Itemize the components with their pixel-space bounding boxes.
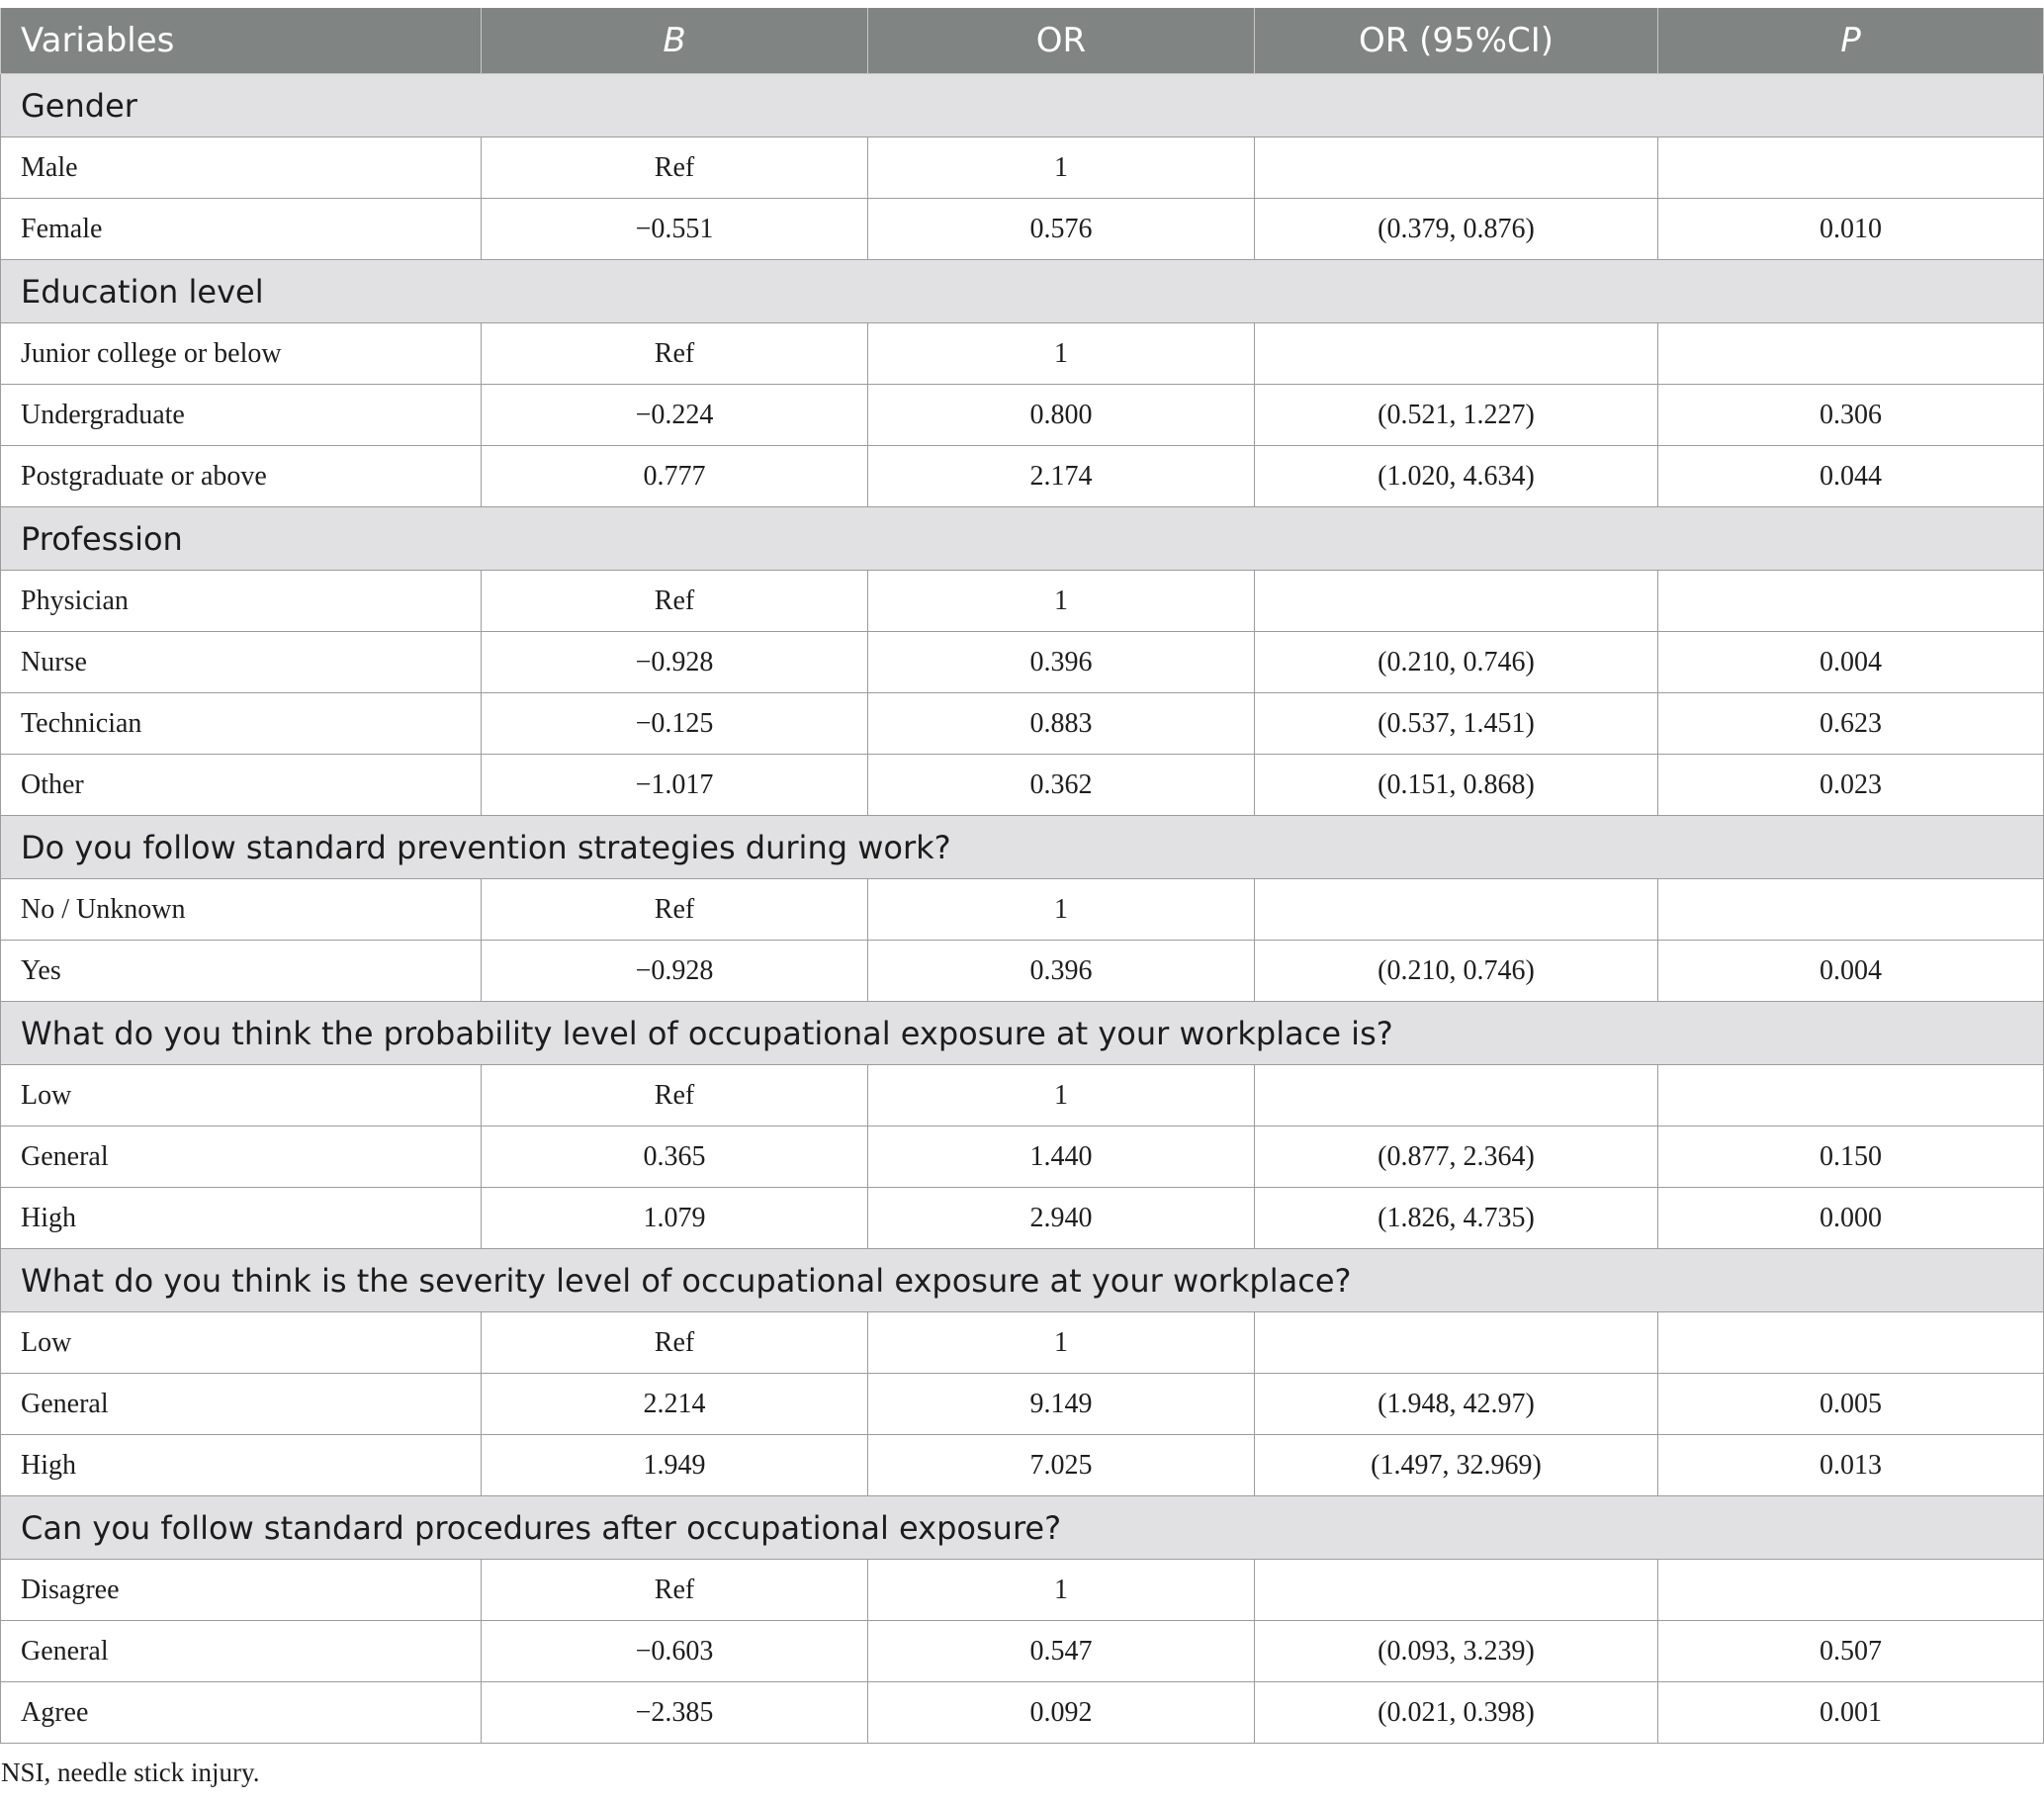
section-title: Can you follow standard procedures after occupational exposure? [1,1496,2044,1560]
cell-or: 2.940 [868,1188,1255,1249]
header-or: OR [868,8,1255,74]
cell-variable: High [1,1435,482,1496]
cell-or-ci: (0.537, 1.451) [1255,693,1658,755]
cell-b: 0.365 [482,1126,868,1188]
header-row [1,8,2044,74]
cell-or-ci [1255,571,1658,632]
cell-p [1658,571,2044,632]
cell-or: 2.174 [868,446,1255,507]
cell-p: 0.004 [1658,941,2044,1002]
regression-table [0,8,2044,1744]
cell-or: 9.149 [868,1374,1255,1435]
table-row [1,385,2044,446]
table-row [1,137,2044,199]
section-title: Profession [1,507,2044,571]
cell-p: 0.001 [1658,1682,2044,1744]
section-row [1,1002,2044,1065]
cell-b: Ref [482,137,868,199]
cell-b: Ref [482,323,868,385]
cell-or: 1.440 [868,1126,1255,1188]
table-row [1,879,2044,941]
table-row [1,571,2044,632]
cell-variable: Technician [1,693,482,755]
cell-or-ci: (0.379, 0.876) [1255,199,1658,260]
header-p: P [1658,8,2044,74]
cell-variable: No / Unknown [1,879,482,941]
cell-or: 1 [868,1065,1255,1126]
table-row [1,1126,2044,1188]
cell-variable: High [1,1188,482,1249]
table-row [1,941,2044,1002]
section-row [1,260,2044,323]
table-row [1,1621,2044,1682]
table-row [1,323,2044,385]
cell-or: 0.092 [868,1682,1255,1744]
cell-p [1658,323,2044,385]
section-title: What do you think the probability level of occupational exposure at your workplace is? [1,1002,2044,1065]
cell-p: 0.044 [1658,446,2044,507]
cell-p: 0.507 [1658,1621,2044,1682]
cell-p: 0.010 [1658,199,2044,260]
section-row [1,816,2044,879]
cell-or-ci [1255,1065,1658,1126]
table-body [1,74,2044,1744]
table-row [1,632,2044,693]
table-row [1,693,2044,755]
cell-p: 0.013 [1658,1435,2044,1496]
cell-or-ci: (0.151, 0.868) [1255,755,1658,816]
cell-or-ci: (0.521, 1.227) [1255,385,1658,446]
cell-variable: Disagree [1,1560,482,1621]
cell-or: 0.362 [868,755,1255,816]
table-row [1,1560,2044,1621]
cell-or: 7.025 [868,1435,1255,1496]
table-row [1,1188,2044,1249]
cell-b: Ref [482,1312,868,1374]
section-row [1,507,2044,571]
header-or-ci: OR (95%CI) [1255,8,1658,74]
cell-p: 0.150 [1658,1126,2044,1188]
cell-p: 0.306 [1658,385,2044,446]
cell-variable: Postgraduate or above [1,446,482,507]
cell-p: 0.005 [1658,1374,2044,1435]
table-row [1,1374,2044,1435]
section-row [1,1249,2044,1312]
cell-b: −1.017 [482,755,868,816]
cell-or: 1 [868,1560,1255,1621]
cell-or: 1 [868,571,1255,632]
cell-variable: Junior college or below [1,323,482,385]
table-row [1,1065,2044,1126]
cell-b: −2.385 [482,1682,868,1744]
cell-or-ci: (1.948, 42.97) [1255,1374,1658,1435]
cell-b: −0.603 [482,1621,868,1682]
cell-p [1658,137,2044,199]
section-row [1,1496,2044,1560]
cell-variable: Nurse [1,632,482,693]
table-row [1,1435,2044,1496]
cell-or-ci: (1.497, 32.969) [1255,1435,1658,1496]
section-title: What do you think is the severity level of occupational exposure at your workplace? [1,1249,2044,1312]
cell-p [1658,1065,2044,1126]
cell-or-ci: (0.210, 0.746) [1255,632,1658,693]
cell-p: 0.023 [1658,755,2044,816]
section-title: Do you follow standard prevention strategies during work? [1,816,2044,879]
cell-variable: General [1,1621,482,1682]
cell-variable: Physician [1,571,482,632]
table-row [1,1312,2044,1374]
cell-or: 1 [868,1312,1255,1374]
cell-variable: General [1,1374,482,1435]
cell-b: Ref [482,1560,868,1621]
cell-variable: Other [1,755,482,816]
cell-or-ci [1255,879,1658,941]
cell-variable: Low [1,1312,482,1374]
table-row [1,755,2044,816]
cell-p: 0.623 [1658,693,2044,755]
cell-b: Ref [482,879,868,941]
cell-or-ci [1255,137,1658,199]
cell-or-ci: (0.210, 0.746) [1255,941,1658,1002]
section-title: Gender [1,74,2044,137]
cell-or-ci: (0.877, 2.364) [1255,1126,1658,1188]
cell-b: Ref [482,1065,868,1126]
header-b: B [482,8,868,74]
cell-p: 0.004 [1658,632,2044,693]
cell-or: 0.396 [868,632,1255,693]
table-row [1,1682,2044,1744]
section-row [1,74,2044,137]
table-container [0,8,2044,1788]
cell-or: 0.883 [868,693,1255,755]
cell-or: 0.800 [868,385,1255,446]
cell-variable: General [1,1126,482,1188]
cell-variable: Yes [1,941,482,1002]
cell-variable: Female [1,199,482,260]
cell-variable: Male [1,137,482,199]
table-row [1,446,2044,507]
table-row [1,199,2044,260]
cell-or-ci [1255,1312,1658,1374]
cell-variable: Undergraduate [1,385,482,446]
cell-or-ci: (0.093, 3.239) [1255,1621,1658,1682]
cell-p [1658,1312,2044,1374]
cell-b: −0.224 [482,385,868,446]
table-footnote: NSI, needle stick injury. [1,1757,260,1787]
cell-or-ci [1255,1560,1658,1621]
cell-p: 0.000 [1658,1188,2044,1249]
cell-or: 1 [868,137,1255,199]
cell-or-ci: (1.826, 4.735) [1255,1188,1658,1249]
cell-b: 1.949 [482,1435,868,1496]
cell-or: 0.547 [868,1621,1255,1682]
cell-b: 0.777 [482,446,868,507]
cell-b: 2.214 [482,1374,868,1435]
header-variables: Variables [1,8,482,74]
cell-b: −0.125 [482,693,868,755]
cell-variable: Low [1,1065,482,1126]
cell-b: 1.079 [482,1188,868,1249]
cell-or: 0.576 [868,199,1255,260]
cell-b: −0.551 [482,199,868,260]
cell-b: Ref [482,571,868,632]
cell-or-ci [1255,323,1658,385]
cell-or: 0.396 [868,941,1255,1002]
cell-or-ci: (1.020, 4.634) [1255,446,1658,507]
cell-b: −0.928 [482,941,868,1002]
section-title: Education level [1,260,2044,323]
cell-p [1658,1560,2044,1621]
cell-p [1658,879,2044,941]
cell-b: −0.928 [482,632,868,693]
cell-or-ci: (0.021, 0.398) [1255,1682,1658,1744]
cell-variable: Agree [1,1682,482,1744]
cell-or: 1 [868,879,1255,941]
cell-or: 1 [868,323,1255,385]
